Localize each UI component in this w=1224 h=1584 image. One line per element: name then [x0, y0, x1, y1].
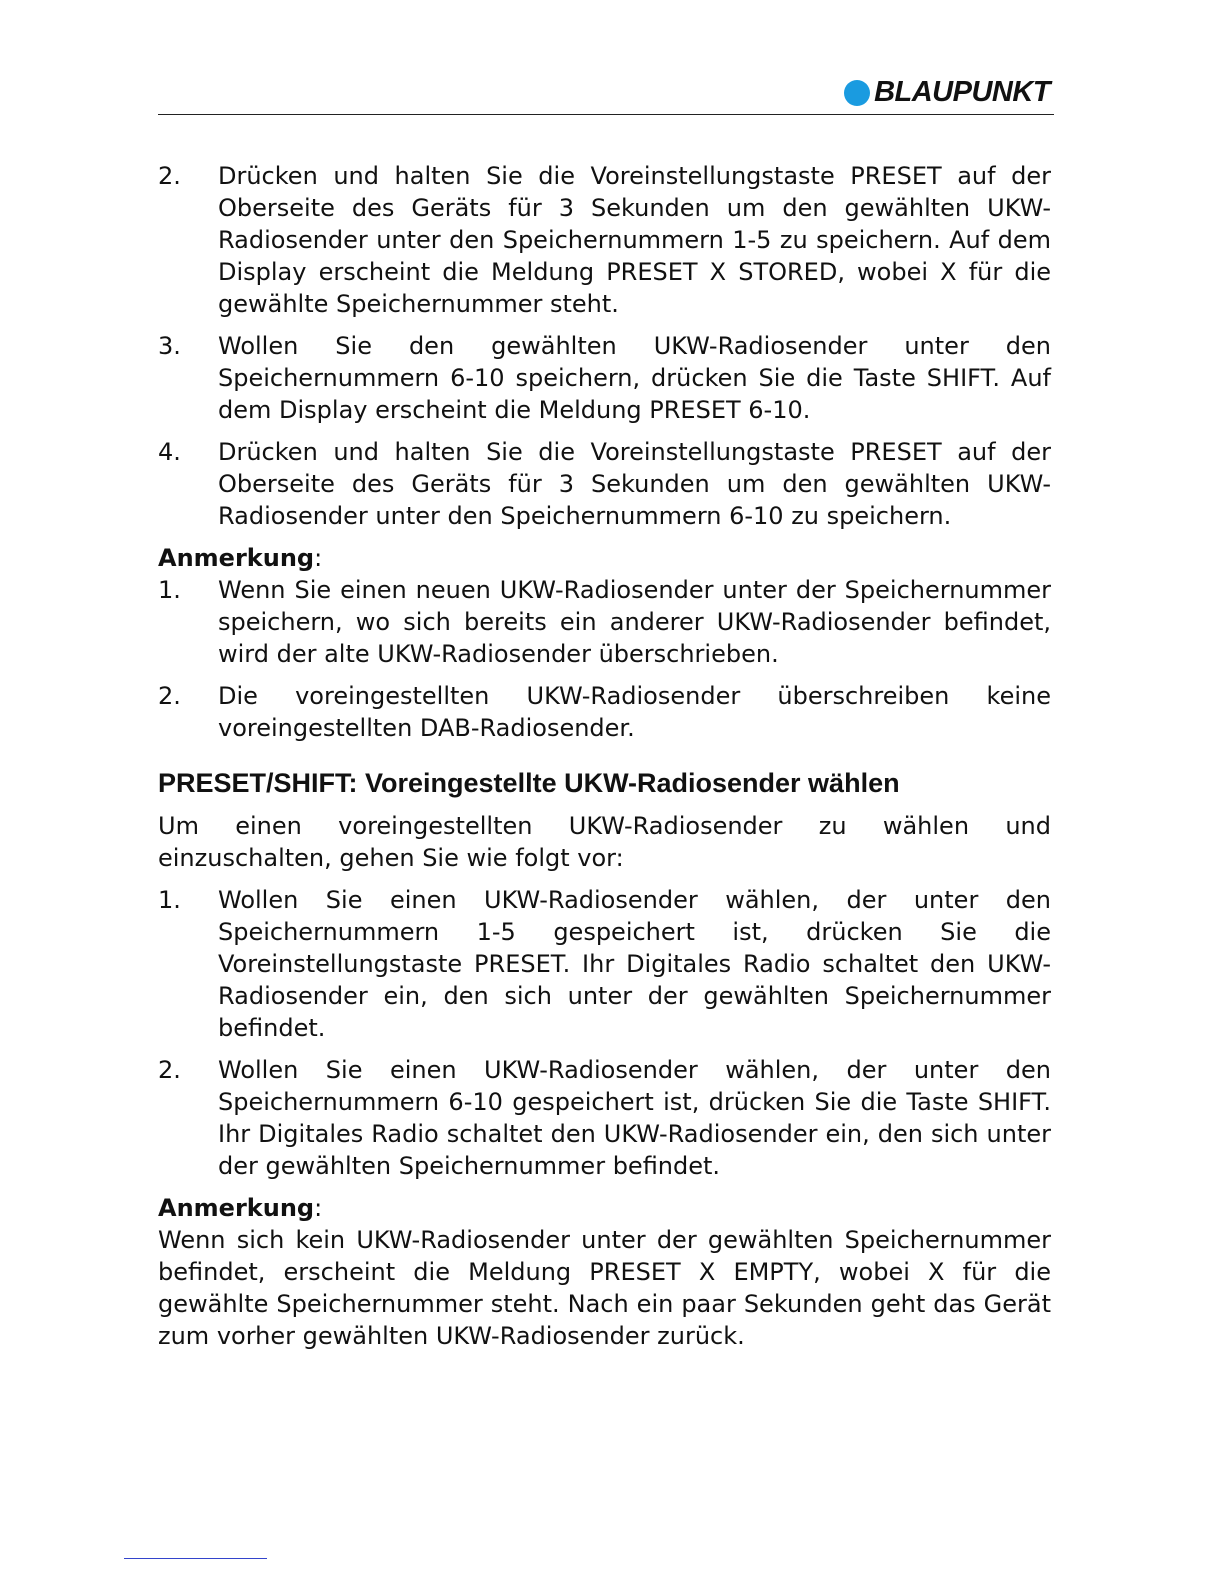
list-item — [158, 160, 1051, 320]
list-item — [158, 884, 1051, 1044]
note-item-number: 1. — [158, 576, 181, 604]
note-item — [158, 574, 1051, 670]
list-item-number: 2. — [158, 1056, 181, 1084]
note-label: Anmerkung — [158, 1194, 315, 1222]
list-item-text: Wollen Sie einen UKW-Radiosender wählen, der unter den Speichernummern 6-10 gespeichert ist, drücken Sie die Taste SHIFT. Ihr Digitales Radio schaltet den UKW-Radiosender ein, den sich unter der gewählten Speichernummer befindet. — [218, 1056, 1051, 1180]
list-item — [158, 330, 1051, 426]
brand-logo — [844, 76, 1050, 109]
note-item — [158, 680, 1051, 744]
footer-line — [124, 1558, 267, 1559]
section-intro: Um einen voreingestellten UKW-Radiosender zu wählen und einzuschalten, gehen Sie wie folgt vor: — [158, 812, 1051, 872]
page-header — [158, 74, 1054, 115]
page-content — [158, 160, 1051, 1352]
list-item — [158, 1054, 1051, 1182]
list-item-text: Wollen Sie den gewählten UKW-Radiosender unter den Speichernummern 6-10 speichern, drücken Sie die Taste SHIFT. Auf dem Display erscheint die Meldung PRESET 6-10. — [218, 332, 1051, 424]
list-item — [158, 436, 1051, 532]
note-colon: : — [314, 1194, 323, 1222]
note-heading — [158, 542, 1051, 574]
note-text: Wenn sich kein UKW-Radiosender unter der gewählten Speichernummer befindet, erscheint die Meldung PRESET X EMPTY, wobei X für die gewählte Speichernummer steht. Nach ein paar Sekunden geht das Gerät zum vorher gewählten UKW-Radiosender zurück. — [158, 1226, 1051, 1350]
list-item-text: Drücken und halten Sie die Voreinstellungstaste PRESET auf der Oberseite des Geräts für 3 Sekunden um den gewählten UKW-Radiosender unter den Speichernummern 1-5 zu speichern. Auf dem Display erscheint die Meldung PRESET X STORED, wobei X für die gewählte Speichernummer steht. — [218, 162, 1051, 318]
note-heading — [158, 1192, 1051, 1224]
note-item-text: Wenn Sie einen neuen UKW-Radiosender unter der Speichernummer speichern, wo sich bereits ein anderer UKW-Radiosender befindet, wird der alte UKW-Radiosender überschrieben. — [218, 576, 1051, 668]
note-item-text: Die voreingestellten UKW-Radiosender überschreiben keine voreingestellten DAB-Radiosender. — [218, 682, 1051, 742]
brand-name: BLAUPUNKT — [874, 76, 1050, 108]
section-heading: PRESET/SHIFT: Voreingestellte UKW-Radiosender wählen — [158, 768, 900, 798]
note-item-number: 2. — [158, 682, 181, 710]
list-item-number: 1. — [158, 886, 181, 914]
note-colon: : — [314, 544, 323, 572]
list-item-text: Wollen Sie einen UKW-Radiosender wählen, der unter den Speichernummern 1-5 gespeichert ist, drücken Sie die Voreinstellungstaste PRESET. Ihr Digitales Radio schaltet den UKW-Radiosender ein, den sich unter der gewählten Speichernummer befindet. — [218, 886, 1051, 1042]
note-label: Anmerkung — [158, 544, 315, 572]
list-item-text: Drücken und halten Sie die Voreinstellungstaste PRESET auf der Oberseite des Geräts für 3 Sekunden um den gewählten UKW-Radiosender unter den Speichernummern 6-10 zu speichern. — [218, 438, 1051, 530]
list-item-number: 2. — [158, 162, 181, 190]
list-item-number: 3. — [158, 332, 181, 360]
list-item-number: 4. — [158, 438, 181, 466]
logo-dot-icon — [844, 80, 870, 106]
